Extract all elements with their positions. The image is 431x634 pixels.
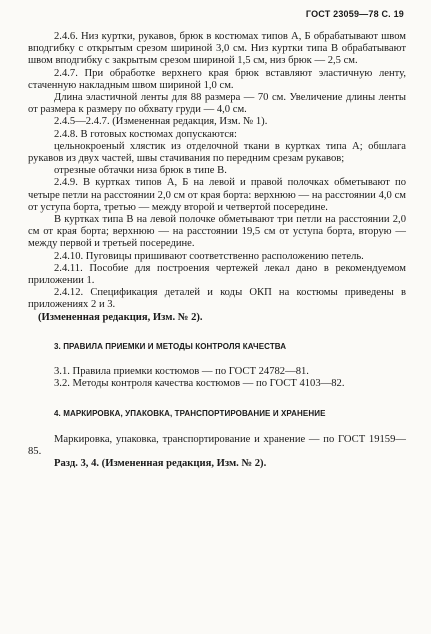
paragraph-4-marking: Маркировка, упаковка, транспортирование и хранение — по ГОСТ 19159—85. (28, 433, 406, 457)
document-body (28, 31, 406, 470)
amendment-note-2: (Измененная редакция, Изм. № 2). (38, 311, 203, 323)
paragraph-2-4-7: 2.4.7. При обработке верхнего края брюк вставляют эластичную ленту, стаченную накладным швом шириной 1,0 см. (28, 67, 406, 91)
paragraph-allowed-items: цельнокроеный хлястик из отделочной ткани в куртках типа А; обшлага рукавов из двух частей, швы стачивания по передним срезам рукавов; (28, 140, 406, 165)
section-4-heading: 4. МАРКИРОВКА, УПАКОВКА, ТРАНСПОРТИРОВАНИЕ И ХРАНЕНИЕ (54, 409, 326, 419)
paragraph-3-2: 3.2. Методы контроля качества костюмов — по ГОСТ 4103—82. (54, 378, 345, 390)
page-header: ГОСТ 23059—78 С. 19 (305, 9, 404, 19)
paragraph-trim-facings: отрезные обтачки низа брюк в типе В. (54, 165, 227, 177)
amendment-note-sections-3-4: Разд. 3, 4. (Измененная редакция, Изм. № 2). (54, 458, 267, 470)
paragraph-2-4-6: 2.4.6. Низ куртки, рукавов, брюк в костюмах типов А, Б обрабатывают швом вподгибку с открытым срезом шириной 3,0 см. Низ куртки типа В обрабатывают швом вподгибку с закрытым срезом шириной 1,5 см, низ брюк — 2,5 см. (28, 31, 406, 67)
paragraph-2-4-9: 2.4.9. В куртках типов А, Б на левой и правой полочках обметывают по четыре петли на расстоянии 2,0 см от края борта: верхнюю — на расстоянии 4,0 см от уступа борта, третью — между второй и четвертой посередине. (28, 177, 406, 213)
paragraph-2-4-11: 2.4.11. Пособие для построения чертежей лекал дано в рекомендуемом приложении 1. (28, 262, 406, 287)
paragraph-elastic-length: Длина эластичной ленты для 88 размера — 70 см. Увеличение длины ленты от размера к размеру по обхвату груди — 4,0 см. (28, 92, 406, 116)
paragraph-2-4-12: 2.4.12. Спецификация деталей и коды ОКП на костюмы приведены в приложениях 2 и 3. (28, 287, 406, 311)
amendment-note-1: 2.4.5—2.4.7. (Измененная редакция, Изм. № 1). (54, 116, 268, 128)
section-3-heading: 3. ПРАВИЛА ПРИЕМКИ И МЕТОДЫ КОНТРОЛЯ КАЧЕСТВА (54, 341, 287, 351)
paragraph-2-4-10: 2.4.10. Пуговицы пришивают соответственно расположению петель. (54, 250, 364, 262)
paragraph-type-v-buttonholes: В куртках типа В на левой полочке обметывают три петли на расстоянии 2,0 см от края борта; верхнюю — на расстоянии 19,5 см от уступа борта, вторую — между первой и третьей посередине. (28, 214, 406, 250)
paragraph-3-1: 3.1. Правила приемки костюмов — по ГОСТ 24782—81. (54, 366, 309, 378)
paragraph-2-4-8: 2.4.8. В готовых костюмах допускаются: (54, 128, 237, 140)
